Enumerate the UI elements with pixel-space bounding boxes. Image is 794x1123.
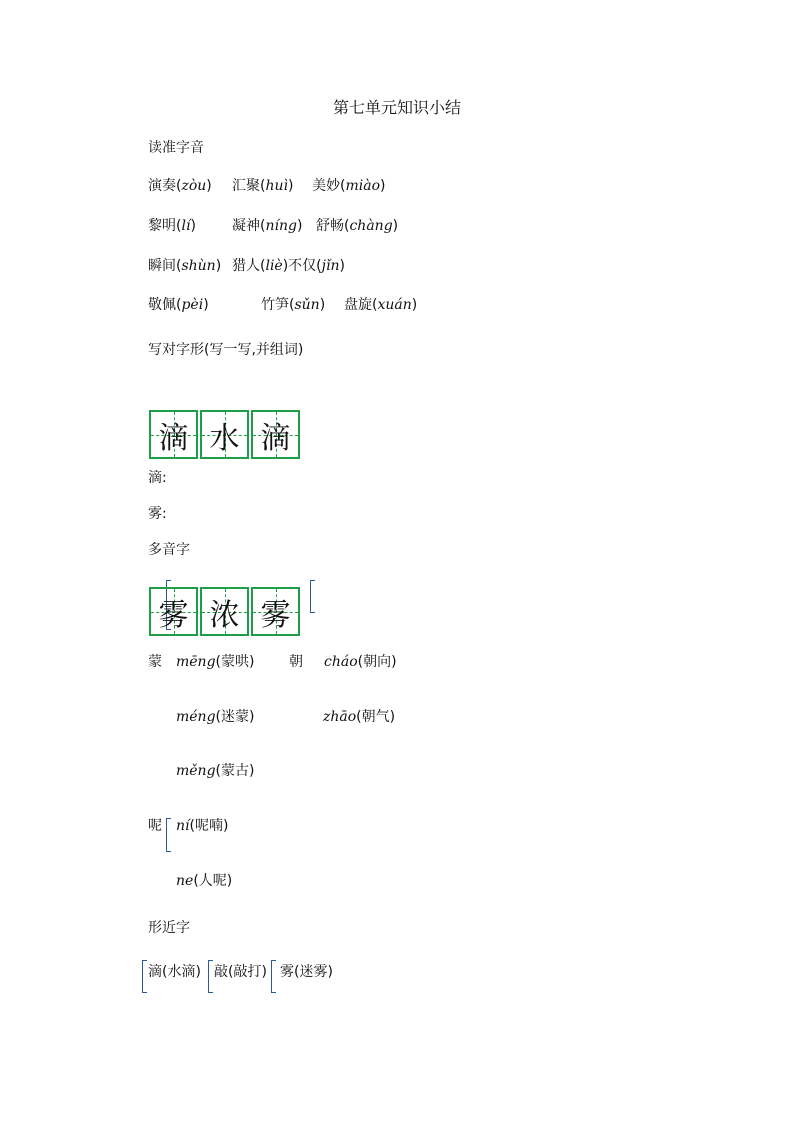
pinyin: zhāo — [323, 709, 357, 725]
pinyin: pèi — [181, 297, 204, 313]
polyphone-char-chao: 朝 — [289, 654, 303, 670]
reading-item: 敬佩(pèi) — [148, 297, 209, 313]
section-heading-reading: 读准字音 — [148, 140, 204, 156]
reading-item: 汇聚(huì) — [232, 178, 294, 194]
reading-item: 瞬间(shùn) — [148, 258, 222, 274]
tianzige-cell: 浓 — [200, 587, 249, 636]
polyphone-reading: měng(蒙古) — [176, 763, 255, 779]
bracket-mark — [310, 580, 315, 613]
bracket-mark — [166, 818, 171, 852]
reading-item: 凝神(níng) — [232, 218, 303, 234]
polyphone-reading: zhāo(朝气) — [323, 709, 396, 725]
section-heading-polyphones: 多音字 — [148, 542, 190, 558]
reading-item: 猎人(liè)不仅(jǐn) — [232, 258, 345, 274]
pinyin: jǐn — [321, 258, 340, 274]
tianzige-cell: 雾 — [251, 587, 300, 636]
bracket-mark — [271, 960, 276, 993]
word-line-wu: 雾: — [148, 506, 167, 522]
polyphone-reading: ní(呢喃) — [176, 818, 229, 834]
polyphone-reading: mēng(蒙哄) — [176, 654, 255, 670]
section-heading-writing: 写对字形(写一写,并组词) — [148, 342, 304, 358]
section-heading-similar: 形近字 — [148, 920, 190, 936]
reading-item: 黎明(lí) — [148, 218, 196, 234]
pinyin: níng — [265, 218, 297, 234]
pinyin: miào — [345, 178, 380, 194]
polyphone-char-ni: 呢 — [148, 818, 162, 834]
pinyin: sǔn — [294, 297, 320, 313]
tianzige-cell: 滴 — [149, 410, 198, 459]
polyphone-reading: méng(迷蒙) — [176, 709, 255, 725]
pinyin: cháo — [324, 654, 358, 670]
pinyin: chàng — [349, 218, 393, 234]
reading-item: 竹笋(sǔn) — [261, 297, 326, 313]
reading-item: 盘旋(xuán) — [344, 297, 418, 313]
pinyin: měng — [176, 763, 216, 779]
reading-item: 美妙(miào) — [312, 178, 386, 194]
pinyin: huì — [265, 178, 288, 194]
polyphone-reading: cháo(朝向) — [324, 654, 397, 670]
pinyin: lí — [181, 218, 191, 234]
pinyin: ne — [176, 873, 194, 889]
pinyin: shùn — [181, 258, 216, 274]
bracket-mark — [142, 960, 147, 993]
tianzige-cell: 雾 — [149, 587, 198, 636]
polyphone-char-meng: 蒙 — [148, 654, 162, 670]
reading-item: 演奏(zòu) — [148, 178, 212, 194]
pinyin: ní — [176, 818, 190, 834]
tianzige-grid-2 — [149, 587, 302, 636]
pinyin: liè — [265, 258, 283, 274]
reading-item: 舒畅(chàng) — [316, 218, 399, 234]
pinyin: xuán — [377, 297, 412, 313]
similar-word: 敲(敲打) — [214, 964, 267, 980]
polyphone-reading: ne(人呢) — [176, 873, 233, 889]
similar-word: 雾(迷雾) — [280, 964, 333, 980]
pinyin: mēng — [176, 654, 216, 670]
tianzige-cell: 水 — [200, 410, 249, 459]
page-title: 第七单元知识小结 — [333, 98, 462, 117]
tianzige-grid-1 — [149, 410, 302, 459]
pinyin: zòu — [181, 178, 207, 194]
tianzige-cell: 滴 — [251, 410, 300, 459]
word-line-di: 滴: — [148, 470, 167, 486]
similar-word: 滴(水滴) — [148, 964, 201, 980]
bracket-mark — [208, 960, 213, 993]
pinyin: méng — [176, 709, 216, 725]
